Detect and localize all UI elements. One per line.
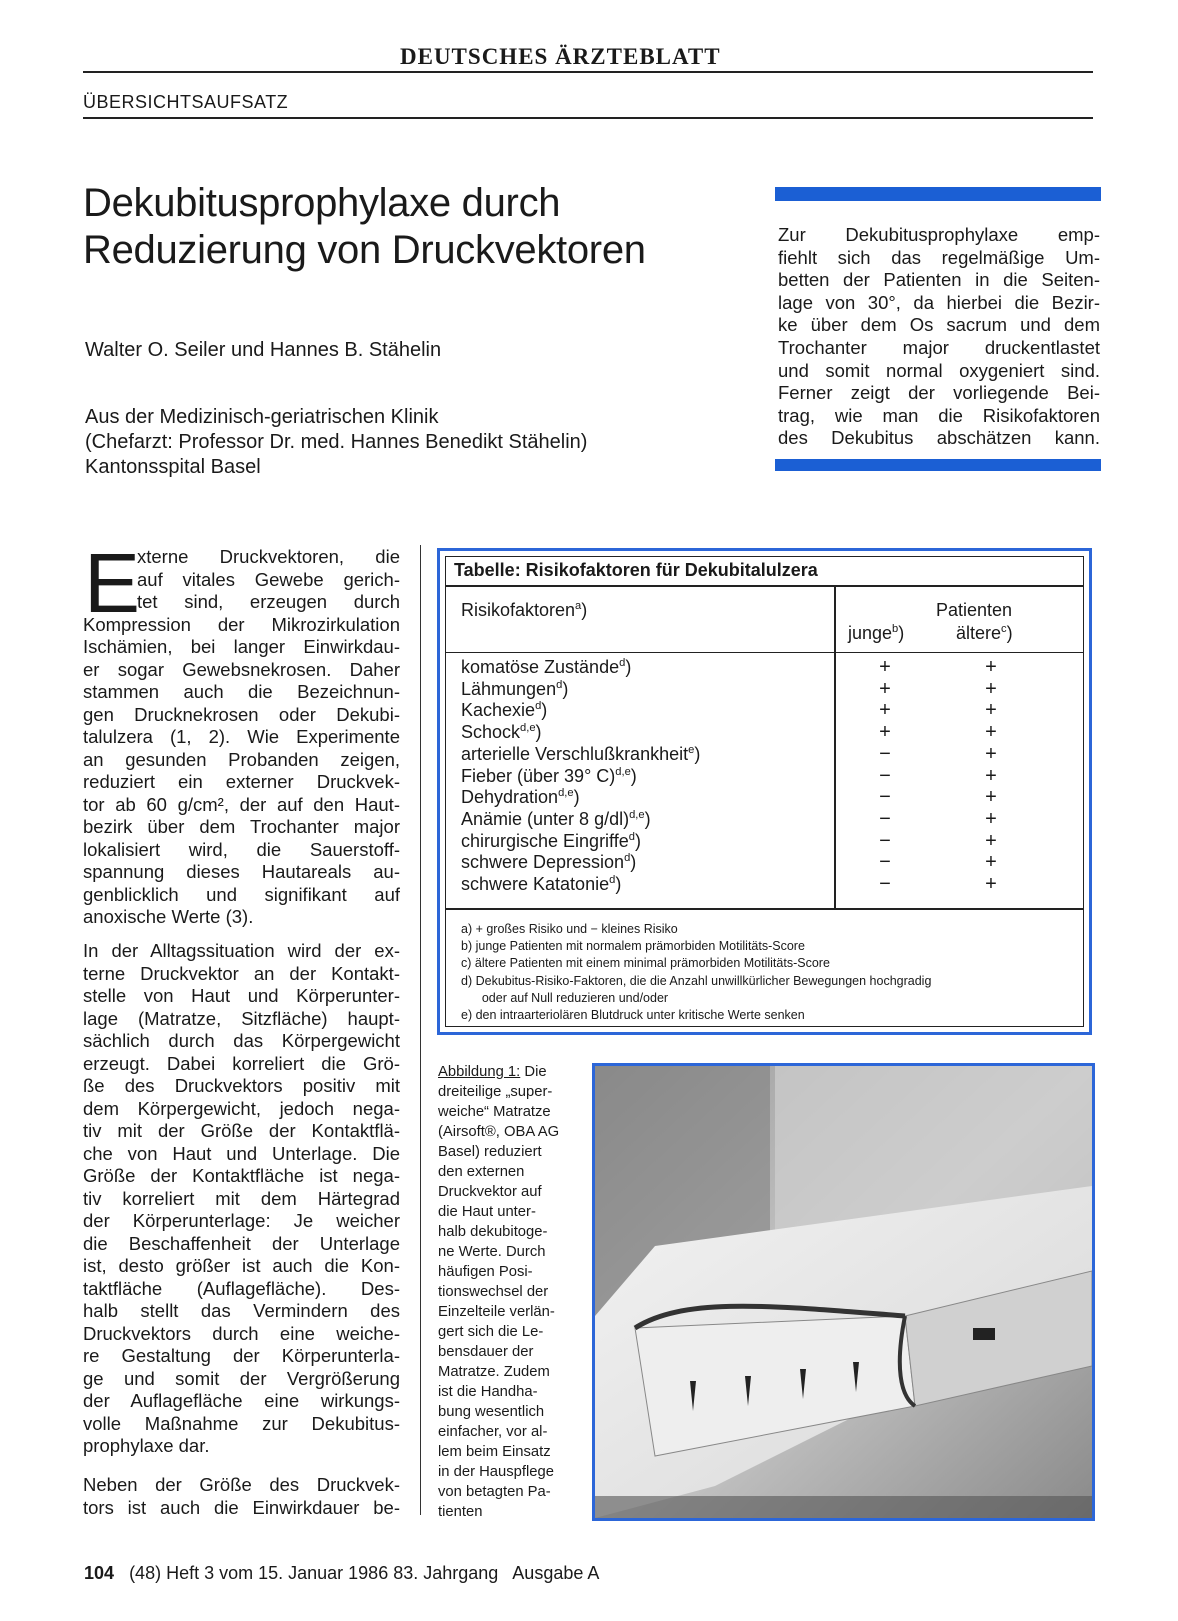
risk-old: +	[985, 742, 997, 765]
caption-line: weiche“ Matratze	[438, 1104, 551, 1120]
risk-young: −	[879, 742, 891, 765]
caption-line: bensdauer der	[438, 1344, 534, 1360]
abstract-line: und somit normal oxygeniert sind.	[778, 359, 1100, 381]
body-line: ße des Druckvektors positiv mit	[83, 1075, 400, 1096]
body-line: erzeugt. Dabei korreliert die Grö-	[83, 1052, 400, 1074]
caption-line: dreiteilige „super-	[438, 1084, 553, 1100]
body-line: volle Maßnahme zur Dekubitus-	[83, 1412, 400, 1434]
body-line: an gesunden Probanden zeigen,	[83, 748, 400, 770]
abstract-line: Ferner zeigt der vorliegende Bei-	[778, 382, 1100, 404]
body-line: bezirk über dem Trochanter major	[83, 816, 400, 837]
risk-old: +	[985, 873, 997, 895]
risk-old: +	[985, 656, 997, 678]
footnote-marker: d	[609, 874, 616, 886]
table-row-label: Dehydration$^{d,e}$)	[461, 787, 580, 808]
article-title	[83, 180, 646, 274]
body-line: genblicklich und signifikant auf	[83, 883, 400, 905]
risk-old: +	[985, 764, 997, 787]
footnote-marker: c	[1001, 623, 1007, 635]
footnote: b) junge Patienten mit normalem prämorbiden Motilitäts-Score	[461, 939, 805, 954]
risk-factor: Schock	[461, 722, 521, 743]
footnote: oder auf Null reduzieren und/oder	[461, 990, 669, 1005]
body-line: gen Drucknekrosen oder Dekubi-	[83, 703, 400, 725]
footnote-marker: b	[892, 623, 899, 635]
table-row-label: Kachexie$^d$)	[461, 700, 548, 721]
caption-line: häufigen Posi-	[438, 1264, 533, 1280]
column-header-young: junge$^b$)	[848, 623, 905, 643]
journal-masthead: DEUTSCHES ÄRZTEBLATT	[400, 44, 721, 69]
risk-young: −	[879, 873, 891, 895]
column-header-risk-label: Risikofaktoren	[461, 600, 576, 620]
abstract	[778, 224, 1100, 450]
caption-line: tionswechsel der	[438, 1284, 549, 1300]
body-line: Größe der Kontaktfläche ist nega-	[83, 1165, 400, 1186]
risk-factor: Fieber (über 39° C)	[461, 765, 616, 786]
footnote-marker: e	[688, 743, 695, 756]
caption-line: Matratze. Zudem	[438, 1364, 550, 1380]
body-line: re Gestaltung der Körperunterla-	[83, 1345, 400, 1366]
risk-factor: arterielle Verschlußkrankheit	[461, 743, 689, 764]
table-footnotes	[461, 921, 931, 1024]
footnote-marker: d	[628, 830, 635, 843]
body-line: die Beschaffenheit der Unterlage	[83, 1232, 400, 1254]
body-line: ist, desto größer ist auch die Kon-	[83, 1255, 400, 1276]
body-line: auf vitales Gewebe gerich-	[137, 568, 400, 590]
footnote: d) Dekubitus-Risiko-Faktoren, die die Anzahl unwillkürlicher Bewegungen hochgradig	[461, 973, 932, 988]
caption-text: Die	[520, 1064, 547, 1080]
body-line: Druckvektors durch eine weiche-	[83, 1322, 400, 1344]
body-line: che von Haut und Unterlage. Die	[83, 1142, 400, 1164]
risk-old: +	[985, 699, 997, 722]
body-line: sächlich durch das Körpergewicht	[83, 1030, 400, 1051]
column-divider	[420, 545, 421, 1515]
column-header-young-label: junge	[848, 623, 893, 643]
table-row-label: Schock$^{d,e}$)	[461, 722, 542, 743]
mattress-label	[973, 1328, 995, 1340]
photo-floor	[595, 1496, 1092, 1518]
risk-old: +	[985, 721, 997, 744]
risk-factor: chirurgische Eingriffe	[461, 830, 629, 851]
table-row-label: chirurgische Eingriffe$^d$)	[461, 830, 641, 851]
title-line: Dekubitusprophylaxe durch	[83, 181, 561, 225]
risk-factor: schwere Katatonie	[461, 874, 610, 894]
page-footer	[84, 1563, 599, 1584]
risk-young: +	[879, 721, 891, 744]
body-line: taktfläche (Auflagefläche). Des-	[83, 1277, 400, 1299]
risk-old: +	[985, 829, 997, 852]
body-line: terne Druckvektor an der Kontakt-	[83, 962, 400, 984]
body-line: anoxische Werte (3).	[83, 906, 254, 927]
column-header-old: ältere$^c$)	[956, 623, 1013, 643]
table-title-rule	[446, 585, 1083, 587]
issue-info: (48) Heft 3 vom 15. Januar 1986 83. Jahrgang Ausgabe A	[129, 1563, 600, 1583]
body-line: prophylaxe dar.	[83, 1435, 210, 1456]
risk-old: +	[985, 677, 997, 700]
body-line: ge und somit der Vergrößerung	[83, 1367, 400, 1389]
header-rule-bottom	[83, 117, 1093, 119]
caption-line: bung wesentlich	[438, 1404, 545, 1420]
table-row-label: schwere Katatonie$^d$)	[461, 874, 622, 894]
body-line: In der Alltagssituation wird der ex-	[83, 940, 400, 961]
caption-line: den externen	[438, 1164, 525, 1180]
abstract-top-bar	[775, 187, 1101, 201]
risk-old: +	[985, 786, 997, 809]
body-para3	[83, 1474, 400, 1519]
abstract-line: lage von 30°, da hierbei die Bezir-	[778, 291, 1100, 313]
abstract-line: des Dekubitus abschätzen kann.	[778, 427, 1100, 449]
table-row-label: Anämie (unter 8 g/dl)$^{d,e}$)	[461, 808, 651, 829]
affiliation-line: Kantonsspital Basel	[85, 456, 261, 478]
affiliation-line: Aus der Medizinisch-geriatrischen Klinik	[85, 406, 439, 428]
body-line: halb stellt das Vermindern des	[83, 1300, 400, 1321]
section-label: ÜBERSICHTSAUFSATZ	[83, 92, 289, 112]
body-line: spannung dieses Hautareals au-	[83, 861, 400, 882]
footnote: e) den intraarteriolären Blutdruck unter kritische Werte senken	[461, 1008, 805, 1023]
body-line: der Auflagefläche eine wirkungs-	[83, 1390, 400, 1411]
body-line: tet sind, erzeugen durch	[137, 591, 400, 612]
abstract-line: Trochanter major druckentlastet	[778, 336, 1100, 358]
table-row-label: komatöse Zustände$^d$)	[461, 657, 632, 677]
footnote-marker: d	[624, 852, 631, 865]
body-line: tiv mit der Größe der Kontaktflä-	[83, 1120, 400, 1141]
abstract-line: fiehlt sich das regelmäßige Um-	[778, 246, 1100, 268]
footnote-marker: d	[535, 700, 542, 713]
risk-young: +	[879, 656, 891, 678]
footnote-marker: a	[575, 600, 582, 612]
footnote-marker: d	[619, 657, 626, 669]
risk-factor: komatöse Zustände	[461, 657, 620, 677]
affiliation-line: (Chefarzt: Professor Dr. med. Hannes Benedikt Stähelin)	[85, 431, 588, 453]
risk-young: −	[879, 851, 891, 874]
body-line: tiv korreliert mit dem Härtegrad	[83, 1187, 400, 1209]
footnote-marker: d,e	[629, 808, 645, 821]
table-row-label: schwere Depression$^d$)	[461, 852, 637, 873]
column-header-patients: Patienten	[935, 600, 1013, 620]
footnote: a) + großes Risiko und − kleines Risiko	[461, 922, 678, 936]
abstract-line: trag, wie man die Risikofaktoren	[778, 404, 1100, 426]
caption-line: lem beim Einsatz	[438, 1444, 551, 1460]
risk-factor: Kachexie	[461, 700, 536, 721]
body-line: Ischämien, bei langer Einwirkdau-	[83, 636, 400, 657]
body-line: er sogar Gewebsnekrosen. Daher	[83, 658, 400, 680]
risk-factor: Anämie (unter 8 g/dl)	[461, 808, 630, 829]
risk-young: −	[879, 764, 891, 787]
caption-line: in der Hauspflege	[438, 1464, 554, 1480]
footnote-marker: d,e	[615, 765, 631, 778]
table-footnote-rule	[446, 908, 1083, 910]
caption-label: Abbildung 1:	[438, 1064, 521, 1080]
caption-line: gert sich die Le-	[438, 1324, 544, 1340]
risk-young: +	[879, 699, 891, 722]
article-affiliation	[85, 405, 587, 480]
body-para2	[83, 940, 400, 1458]
body-line: lage (Matratze, Sitzfläche) haupt-	[83, 1007, 400, 1029]
abstract-bottom-bar	[775, 459, 1101, 471]
body-para1	[83, 614, 400, 929]
mattress-photo	[592, 1063, 1095, 1521]
footnote-marker: d,e	[520, 722, 536, 735]
body-line: lokalisiert wird, die Sauerstoff-	[83, 838, 400, 860]
caption-line: Druckvektor auf	[438, 1184, 542, 1200]
table-title: Tabelle: Risikofaktoren für Dekubitalulzera	[454, 560, 818, 580]
body-line: talulzera (1, 2). Wie Experimente	[83, 726, 400, 747]
body-line: Kompression der Mikrozirkulation	[83, 613, 400, 635]
risk-table	[437, 548, 1092, 1035]
body-line: stammen auch die Bezeichnun-	[83, 681, 400, 702]
caption-line: Basel) reduziert	[438, 1144, 542, 1160]
drop-cap: E	[84, 536, 141, 630]
caption-line: halb dekubitoge-	[438, 1224, 548, 1240]
body-line: der Körperunterlage: Je weicher	[83, 1210, 400, 1231]
body-line: dem Körpergewicht, jedoch nega-	[83, 1097, 400, 1119]
caption-line: ist die Handha-	[438, 1384, 538, 1400]
caption-line: tienten	[438, 1504, 483, 1520]
risk-young: −	[879, 829, 891, 852]
caption-line: (Airsoft®, OBA AG	[438, 1124, 560, 1140]
risk-old: +	[985, 851, 997, 874]
header-rule-top	[83, 71, 1093, 73]
abstract-line: Zur Dekubitusprophylaxe emp-	[778, 224, 1100, 245]
body-line: tor ab 60 g/cm², der auf den Haut-	[83, 793, 400, 815]
body-para1-indented	[137, 546, 400, 614]
risk-factor: Dehydration	[461, 787, 559, 808]
risk-factor: schwere Depression	[461, 852, 625, 873]
table-frame	[445, 556, 1084, 1027]
table-header-rule	[446, 652, 1083, 653]
risk-young: −	[879, 786, 891, 809]
column-header-old-label: ältere	[956, 623, 1002, 643]
body-line: Neben der Größe des Druckvek-	[83, 1474, 400, 1495]
footnote-marker: d,e	[558, 787, 574, 800]
caption-line	[438, 1062, 583, 1082]
abstract-line: betten der Patienten in die Seiten-	[778, 269, 1100, 291]
title-line: Reduzierung von Druckvektoren	[83, 228, 646, 272]
caption-line: die Haut unter-	[438, 1204, 536, 1220]
article-authors: Walter O. Seiler und Hannes B. Stähelin	[85, 339, 442, 361]
body-line: stelle von Haut und Körperunter-	[83, 985, 400, 1006]
table-row-label: Fieber (über 39° C)$^{d,e}$)	[461, 765, 637, 786]
mattress-illustration	[595, 1066, 1092, 1518]
risk-young: +	[879, 677, 891, 700]
caption-line: Einzelteile verlän-	[438, 1304, 555, 1320]
footnote: c) ältere Patienten mit einem minimal prämorbiden Motilitäts-Score	[461, 956, 830, 971]
caption-line: von betagten Pa-	[438, 1484, 551, 1500]
body-line: reduziert ein externer Druckvek-	[83, 771, 400, 792]
risk-young: −	[879, 807, 891, 830]
caption-line: einfacher, vor al-	[438, 1424, 548, 1440]
risk-factor: Lähmungen	[461, 678, 557, 699]
body-line: tors ist auch die Einwirkdauer be-	[83, 1496, 400, 1518]
table-column-divider	[834, 585, 836, 908]
column-header-risk: Risikofaktoren$^a$)	[461, 600, 588, 620]
risk-old: +	[985, 807, 997, 830]
figure-caption	[438, 1062, 583, 1522]
footnote-marker: d	[556, 678, 563, 691]
page-number: 104	[84, 1563, 115, 1583]
abstract-line: ke über dem Os sacrum und dem	[778, 314, 1100, 336]
body-line: xterne Druckvektoren, die	[137, 546, 400, 567]
table-row-label: arterielle Verschlußkrankheit$^e$)	[461, 743, 701, 764]
caption-line: ne Werte. Durch	[438, 1244, 546, 1260]
table-row-label: Lähmungen$^d$)	[461, 678, 569, 699]
